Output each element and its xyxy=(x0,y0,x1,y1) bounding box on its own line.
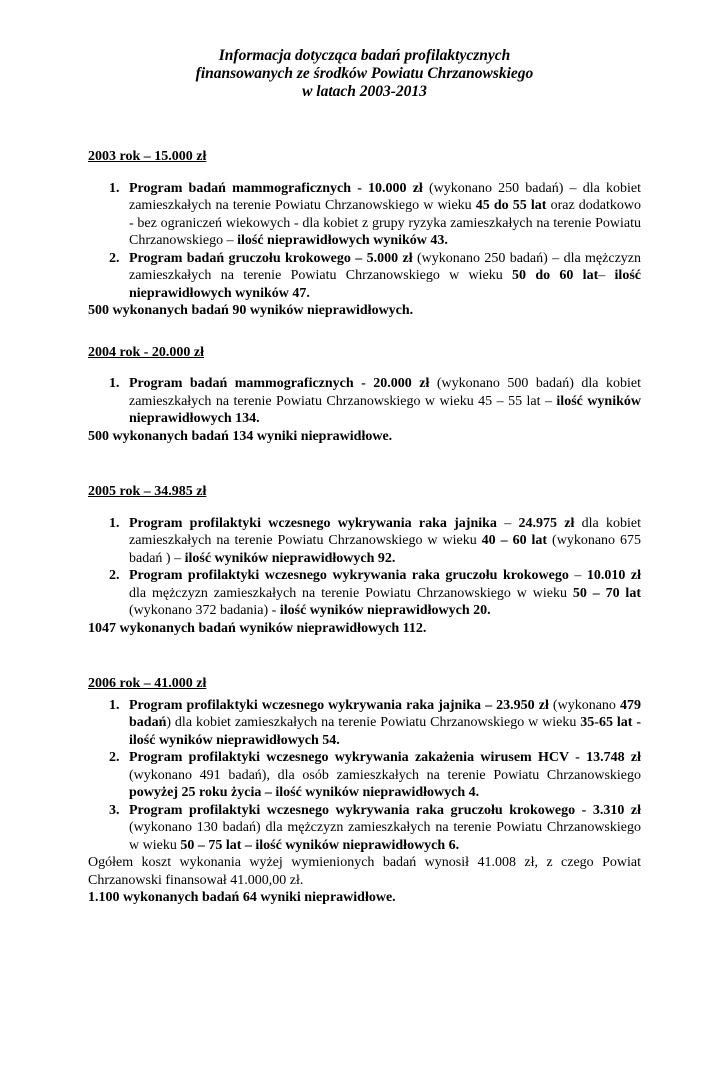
item-number: 1. xyxy=(109,697,120,713)
section-summary-2006: 1.100 wykonanych badań 64 wyniki nieprawidłowe. xyxy=(88,890,396,905)
separator: – xyxy=(496,515,519,531)
program-item xyxy=(109,802,641,855)
program-name: Program badań mammograficznych - 20.000 zł xyxy=(129,376,430,391)
program-list-2005 xyxy=(88,515,641,620)
age-range: 40 – 60 lat xyxy=(481,533,548,548)
program-description: (wykonano 500 badań) dla kobiet zamieszkałych na terenie Powiatu Chrzanowskiego w wieku 45 – 55 lat – xyxy=(129,376,641,409)
abnormal-results: ilość wyników nieprawidłowych 20. xyxy=(279,603,491,618)
program-name: Program profilaktyki wczesnego wykrywania raka jajnika – 23.950 zł xyxy=(129,697,549,713)
program-name: Program profilaktyki wczesnego wykrywania zakażenia wirusem HCV - 13.748 zł xyxy=(129,750,641,765)
program-item xyxy=(109,567,641,620)
age-range: 50 – 70 lat xyxy=(572,585,641,601)
program-description: (wykonano xyxy=(548,697,620,713)
program-name: Program badań gruczołu krokowego – 5.000 zł xyxy=(129,250,413,266)
section-2005 xyxy=(88,483,641,637)
section-heading-2003: 2003 rok – 15.000 zł xyxy=(88,149,207,164)
program-item xyxy=(109,697,641,750)
abnormal-results: ilość nieprawidłowych wyników 43. xyxy=(237,233,448,248)
program-description-cont: oraz dodatkowo - bez ograniczeń wiekowych - dla kobiet z grupy ryzyka zamieszkałych na terenie Powiatu Chrzanowskiego – xyxy=(129,198,641,248)
age-range: 50 do 60 lat xyxy=(512,268,599,283)
separator: – xyxy=(568,568,587,583)
program-item xyxy=(109,250,642,303)
document-title xyxy=(88,47,641,101)
section-2006 xyxy=(88,675,641,907)
abnormal-results: ilość wyników nieprawidłowych 134. xyxy=(129,393,641,426)
abnormal-results: powyżej 25 roku życia – ilość wyników nieprawidłowych 4. xyxy=(129,785,480,800)
program-description: (wykonano 491 badań), dla osób zamieszkałych na terenie Powiatu Chrzanowskiego xyxy=(129,767,641,783)
abnormal-results: 35-65 lat - ilość wyników nieprawidłowych 54. xyxy=(129,715,641,748)
program-list-2003 xyxy=(88,180,641,303)
program-list-2004 xyxy=(88,375,641,428)
section-heading-2006: 2006 rok – 41.000 zł xyxy=(88,676,207,691)
title-line-1: Informacja dotycząca badań profilaktycznych xyxy=(218,47,511,64)
item-number: 2. xyxy=(109,568,120,583)
program-amount: 24.975 zł xyxy=(518,515,575,531)
title-line-2: finansowanych ze środków Powiatu Chrzanowskiego xyxy=(195,65,534,82)
program-item xyxy=(109,180,641,250)
age-range: 45 do 55 lat xyxy=(475,198,547,213)
item-number: 2. xyxy=(109,750,120,765)
program-description: dla kobiet zamieszkałych na terenie Powiatu Chrzanowskiego w wieku xyxy=(129,515,641,548)
abnormal-results: ilość wyników nieprawidłowych 92. xyxy=(184,550,396,566)
section-summary-2003: 500 wykonanych badań 90 wyników nieprawidłowych. xyxy=(88,303,414,318)
item-number: 1. xyxy=(109,515,120,531)
item-number: 2. xyxy=(109,250,120,266)
program-description-cont: ) dla kobiet zamieszkałych na terenie Powiatu Chrzanowskiego w wieku xyxy=(166,715,581,730)
abnormal-results: ilość nieprawidłowych wyników 47. xyxy=(129,268,641,301)
item-number: 3. xyxy=(109,802,120,818)
program-item xyxy=(109,375,641,428)
section-2003 xyxy=(88,148,641,320)
program-name: Program profilaktyki wczesnego wykrywania raka gruczołu krokowego - 3.310 zł xyxy=(129,802,641,818)
program-list-2006 xyxy=(88,697,641,855)
title-line-3: w latach 2003-2013 xyxy=(302,83,427,100)
program-description: (wykonano 250 badań) – dla mężczyzn zamieszkałych na terenie Powiatu Chrzanowskiego w wieku xyxy=(129,250,642,283)
program-name: Program badań mammograficznych - 10.000 zł xyxy=(129,180,423,196)
program-name: Program profilaktyki wczesnego wykrywania raka gruczołu krokowego xyxy=(129,568,569,583)
section-summary-2004: 500 wykonanych badań 134 wyniki nieprawidłowe. xyxy=(88,428,393,444)
section-summary-2005: 1047 wykonanych badań wyników nieprawidłowych 112. xyxy=(88,620,427,636)
program-item xyxy=(109,749,641,802)
section-heading-2005: 2005 rok – 34.985 zł xyxy=(88,484,207,499)
item-number: 1. xyxy=(109,376,120,391)
program-item xyxy=(109,515,641,568)
program-amount: 10.010 zł xyxy=(586,568,641,583)
abnormal-results: 50 – 75 lat – ilość wyników nieprawidłowych 6. xyxy=(180,837,460,853)
program-description: (wykonano 130 badań) dla mężczyzn zamieszkałych na terenie Powiatu Chrzanowskiego w wieku xyxy=(129,820,641,853)
cost-note-2006: Ogółem koszt wykonania wyżej wymienionych badań wynosił 41.008 zł, z czego Powiat Chrzanowski finansował 41.000,00 zł. xyxy=(88,855,641,888)
section-heading-2004: 2004 rok - 20.000 zł xyxy=(88,344,205,360)
section-2004 xyxy=(88,344,641,446)
item-number: 1. xyxy=(109,180,120,196)
tests-performed: (wykonano 372 badania) - xyxy=(129,603,280,618)
program-name: Program profilaktyki wczesnego wykrywania raka jajnika xyxy=(129,515,497,531)
program-description: (wykonano 250 badań) – dla kobiet zamieszkałych na terenie Powiatu Chrzanowskiego w wieku xyxy=(129,180,641,213)
tests-performed: 479 badań xyxy=(129,697,641,730)
tests-performed: (wykonano 675 badań ) – xyxy=(129,533,641,566)
separator: – xyxy=(598,268,615,283)
program-description: dla mężczyzn zamieszkałych na terenie Powiatu Chrzanowskiego w wieku xyxy=(129,585,573,601)
document-page xyxy=(0,47,725,1071)
